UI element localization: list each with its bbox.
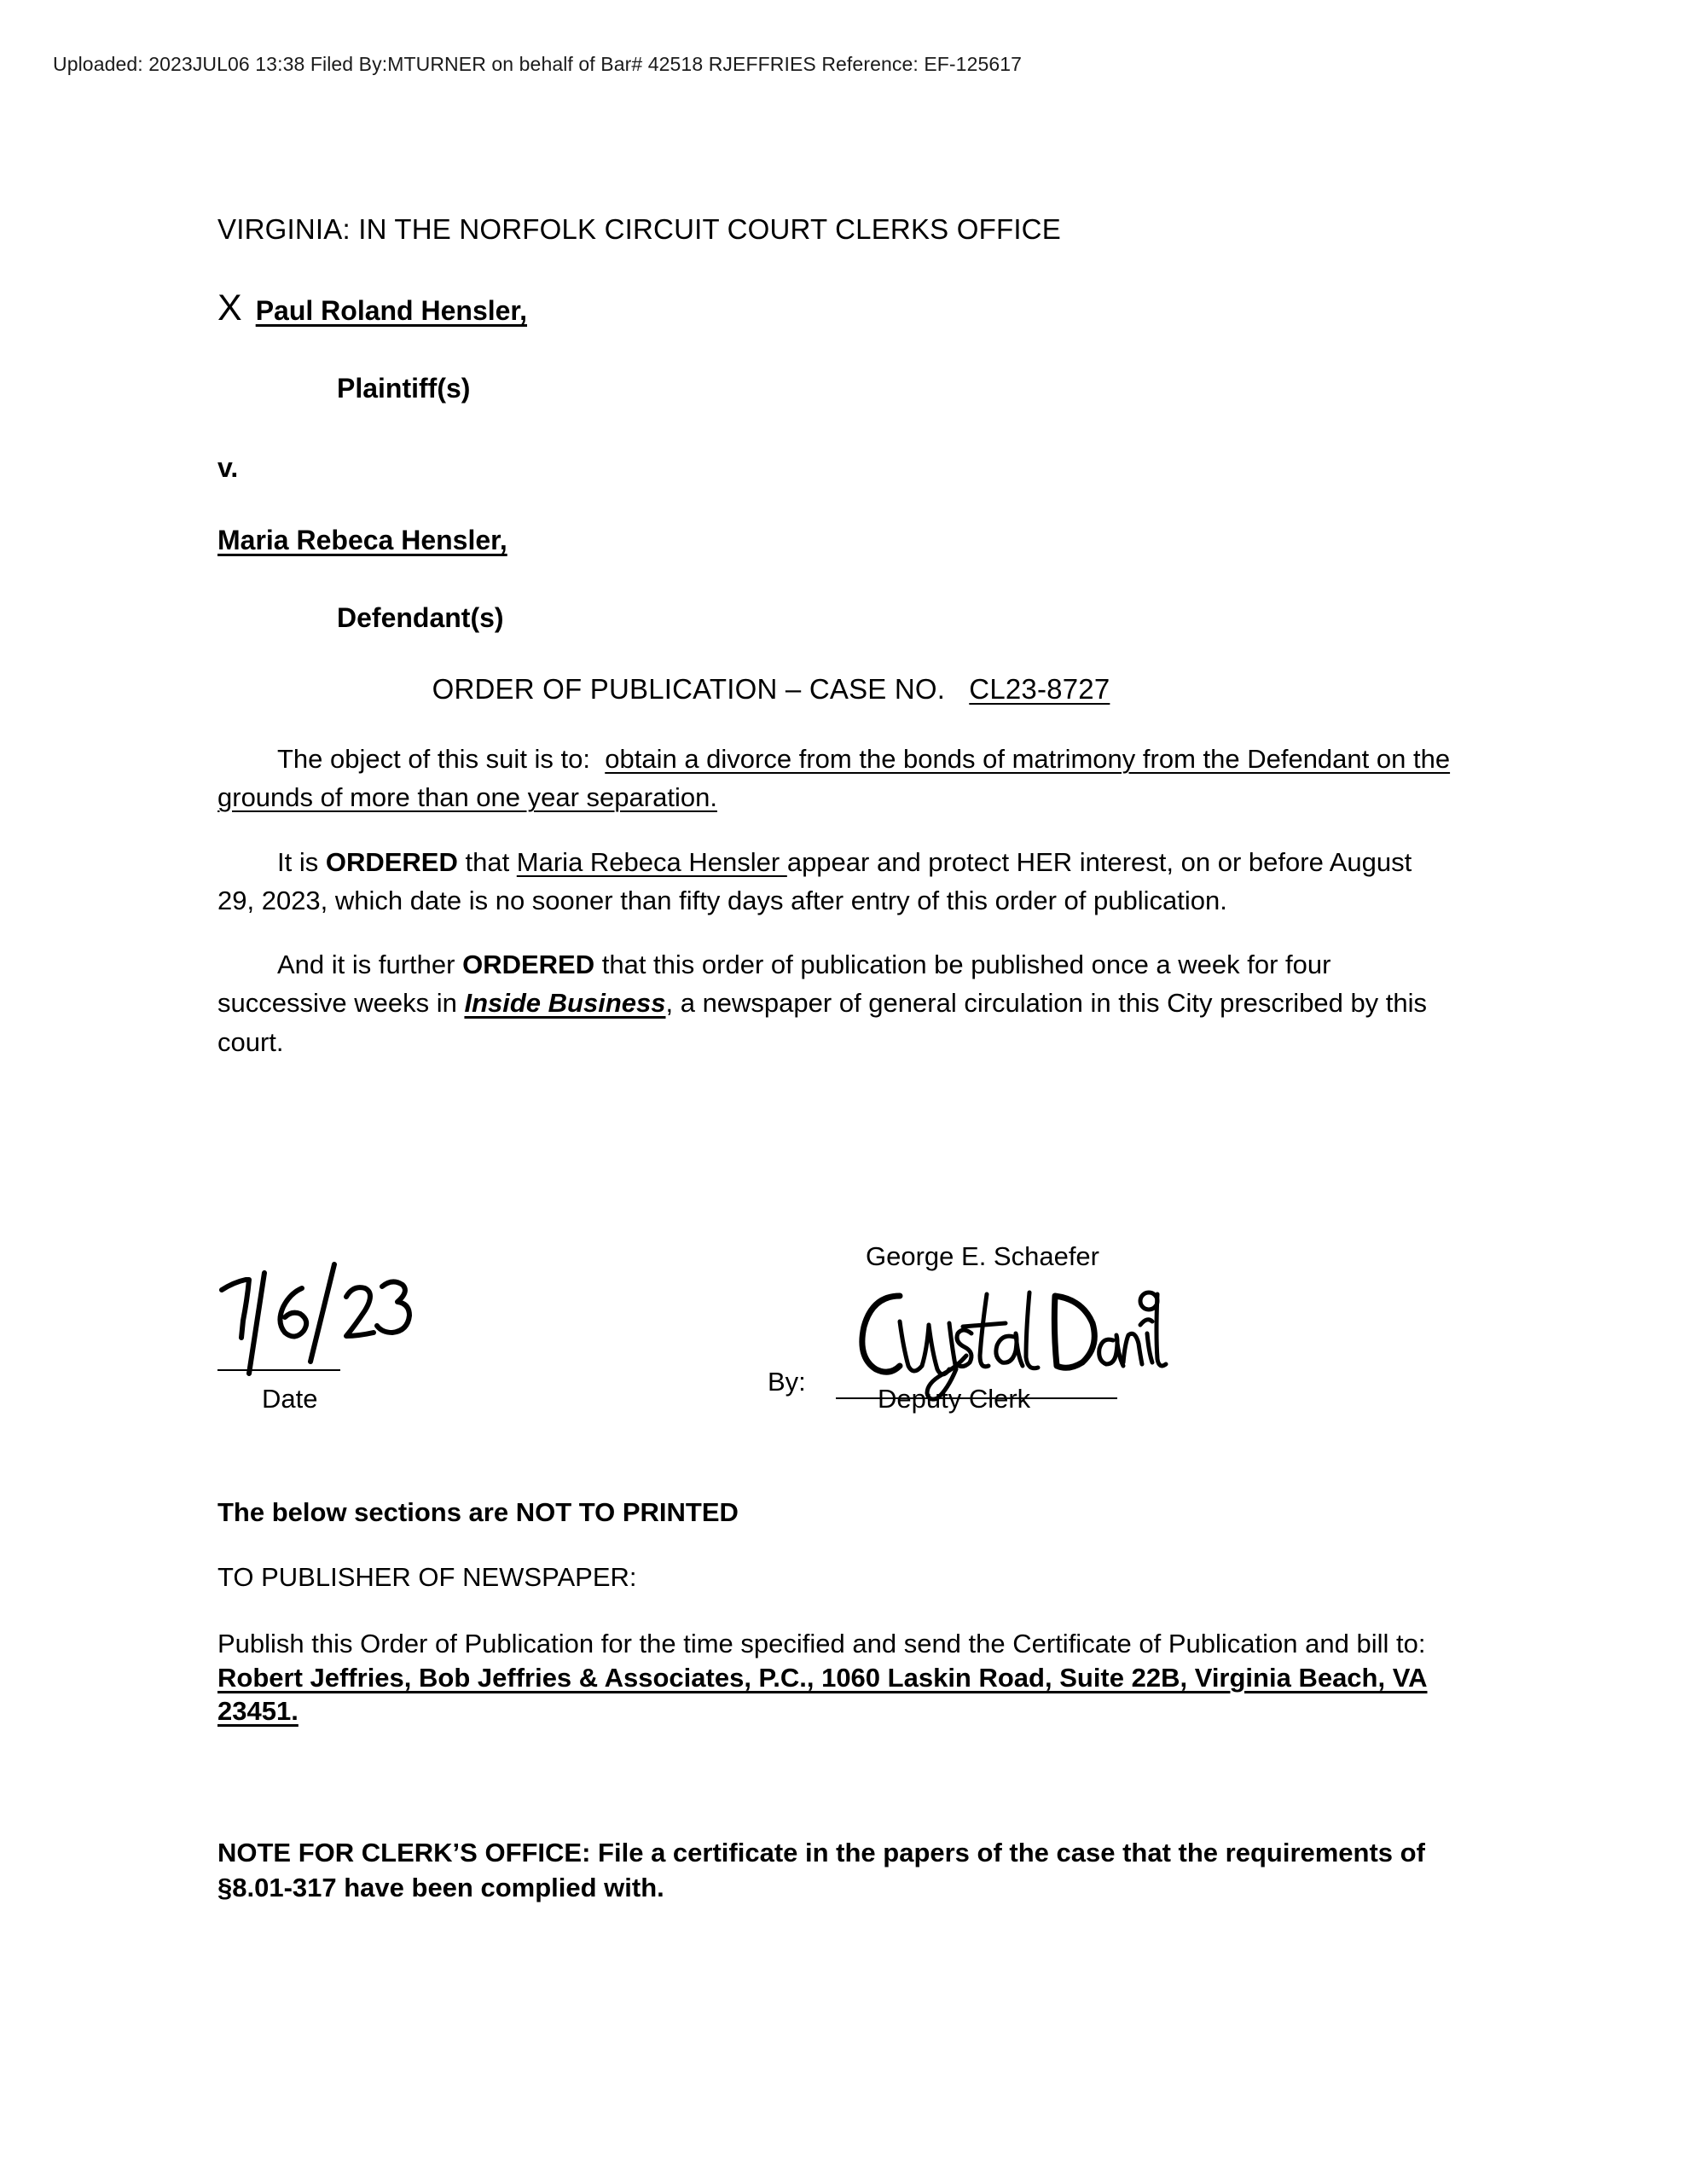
handwritten-signature <box>847 1274 1171 1402</box>
billing-address: Robert Jeffries, Bob Jeffries & Associates, P.C., 1060 Laskin Road, Suite 22B, Virginia Beach, VA 23451. <box>217 1662 1428 1727</box>
efiling-stamp: Uploaded: 2023JUL06 13:38 Filed By:MTURNER on behalf of Bar# 42518 RJEFFRIES Reference: EF-125617 <box>53 53 1023 75</box>
clerk-name: George E. Schaefer <box>866 1241 1099 1271</box>
court-heading: VIRGINIA: IN THE NORFOLK CIRCUIT COURT CLERKS OFFICE <box>217 213 1061 245</box>
publisher-instructions-text: Publish this Order of Publication for the time specified and send the Certificate of Publication and bill to: <box>217 1629 1426 1658</box>
versus-label: v. <box>217 452 239 483</box>
newspaper-name: Inside Business <box>464 988 666 1019</box>
document-body <box>217 213 1452 1087</box>
ordered-2-rest: , a newspaper of general circulation in this City prescribed by this court. <box>217 988 1428 1057</box>
plaintiff-role-label: Plaintiff(s) <box>337 373 471 404</box>
checkbox-x-icon: X <box>217 288 242 328</box>
order-title-prefix: ORDER OF PUBLICATION – CASE NO. <box>432 673 946 705</box>
ordered-1-lead: It is <box>277 846 326 877</box>
plaintiff-caption-row <box>217 290 1452 327</box>
ordered-keyword-1: ORDERED <box>325 846 458 877</box>
object-intro-text: The object of this suit is to: <box>277 744 591 774</box>
order-title <box>217 673 1452 706</box>
ordered-2-mid: that this order of publication be published once a week for four successive weeks in <box>217 950 1331 1019</box>
date-signature-rule <box>217 1369 340 1371</box>
ordered-2-lead: And it is further <box>277 950 463 979</box>
not-to-print-notice: The below sections are NOT TO PRINTED <box>217 1497 739 1527</box>
signature-block <box>217 1241 1452 1455</box>
to-publisher-heading: TO PUBLISHER OF NEWSPAPER: <box>217 1562 637 1592</box>
ordered-appearance-paragraph <box>217 843 1452 921</box>
case-number: CL23-8727 <box>969 673 1110 705</box>
defendant-name: Maria Rebeca Hensler, <box>217 525 507 555</box>
ordered-1-rest: appear and protect HER interest, on or before August 29, 2023, which date is no sooner than fifty days after entry of this order of publication. <box>217 846 1412 915</box>
defendant-caption-row <box>217 525 1452 556</box>
deputy-clerk-label: Deputy Clerk <box>878 1384 1031 1414</box>
ordered-publication-paragraph <box>217 945 1452 1061</box>
object-of-suit-text: obtain a divorce from the bonds of matrimony from the Defendant on the grounds of more than one year separation. <box>217 744 1451 813</box>
date-label: Date <box>262 1384 318 1414</box>
ordered-keyword-2: ORDERED <box>462 950 595 979</box>
by-label: By: <box>768 1367 806 1397</box>
plaintiff-name: Paul Roland Hensler, <box>255 295 527 326</box>
ordered-defendant-name: Maria Rebeca Hensler <box>516 846 787 877</box>
publisher-instructions-paragraph <box>217 1627 1463 1728</box>
clerk-office-note: NOTE FOR CLERK’S OFFICE: File a certificate in the papers of the case that the requirements of §8.01-317 have been complied with. <box>217 1838 1425 1903</box>
object-of-suit-paragraph <box>217 740 1452 817</box>
ordered-1-that: that <box>457 846 517 877</box>
non-printed-sections <box>217 1497 1463 1728</box>
defendant-role-label: Defendant(s) <box>337 602 504 633</box>
